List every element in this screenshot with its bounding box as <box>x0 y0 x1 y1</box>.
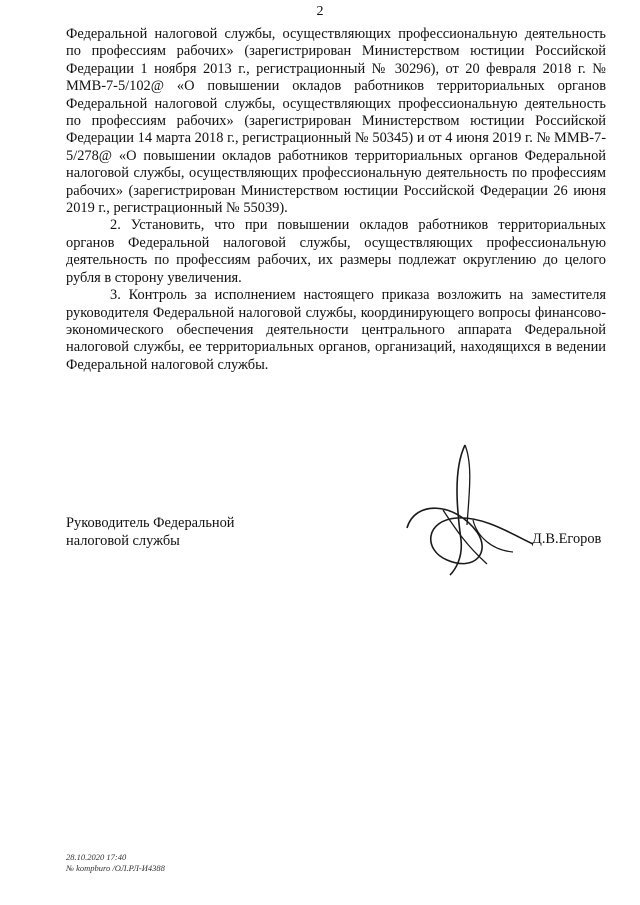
document-body <box>66 26 606 374</box>
page-number: 2 <box>316 4 324 19</box>
paragraph-continuation: Федеральной налоговой службы, осуществляющих профессиональную деятельность по профессиям рабочих» (зарегистрирован Министерством юстиции Российской Федерации 1 ноября 2013 г., регистрационный № 30296), от 20 февраля 2018 г. № ММВ-7-5/102@ «О повышении окладов работников территориальных органов Федеральной налоговой службы, осуществляющих профессиональную деятельность по профессиям рабочих» (зарегистрирован Министерством юстиции Российской Федерации 14 марта 2018 г., регистрационный № 50345) и от 4 июня 2019 г. № ММВ-7-5/278@ «О повышении окладов работников территориальных органов Федеральной налоговой службы, осуществляющих профессиональную деятельность по профессиям рабочих» (зарегистрирован Министерством юстиции Российской Федерации 26 июня 2019 г., регистрационный № 55039). <box>66 26 606 217</box>
paragraph-3: 3. Контроль за исполнением настоящего приказа возложить на заместителя руководителя Федеральной налоговой службы, координирующего вопросы финансово-экономического обеспечения деятельности центрального аппарата Федеральной налоговой службы, ее территориальных органов, организаций, находящихся в ведении Федеральной налоговой службы. <box>66 287 606 373</box>
footer-reference: № kompburo /ОЛ.РЛ-И4388 <box>66 863 165 873</box>
paragraph-2: 2. Установить, что при повышении окладов работников территориальных органов Федеральной налоговой службы, осуществляющих профессиональную деятельность по профессиям рабочих, их размеры подлежат округлению до целого рубля в сторону увеличения. <box>66 217 606 286</box>
handwritten-signature <box>395 440 545 580</box>
signatory-title <box>66 514 235 550</box>
document-footer <box>66 852 165 874</box>
signatory-name: Д.В.Егоров <box>532 531 602 547</box>
signatory-title-line1: Руководитель Федеральной <box>66 515 235 531</box>
signatory-title-line2: налоговой службы <box>66 533 180 549</box>
footer-timestamp: 28.10.2020 17:40 <box>66 852 127 862</box>
